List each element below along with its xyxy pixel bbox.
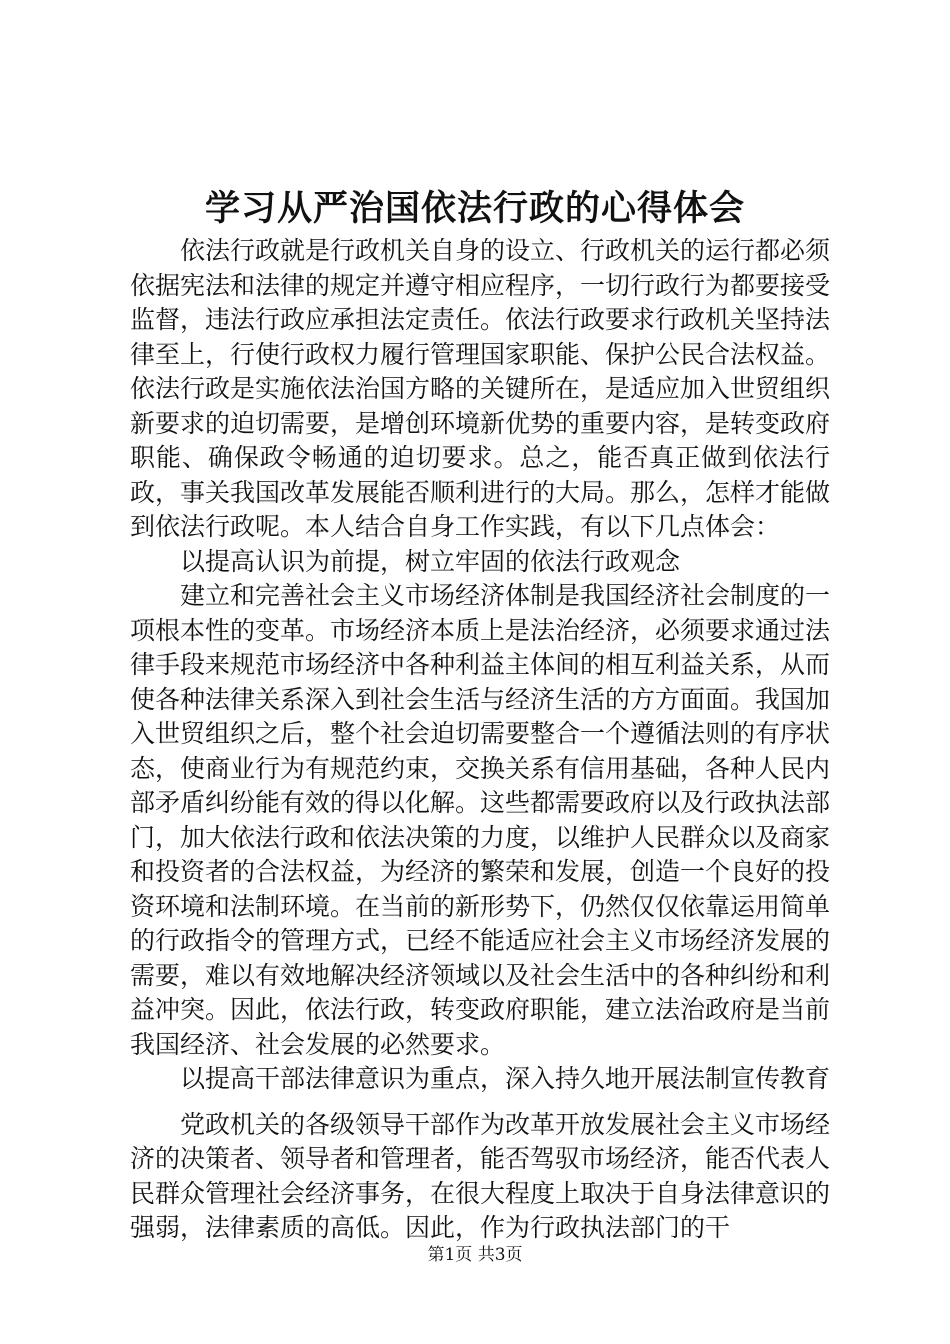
paragraph-section-2: 党政机关的各级领导干部作为改革开放发展社会主义市场经济的决策者、领导者和管理者，能否驾驭市场经济，能否代表人民群众管理社会经济事务，在很大程度上取决于自身法律意识的强弱，法律素质的高低。因此，作为行政执法部门的干 <box>130 1109 831 1242</box>
paragraph-intro: 依法行政就是行政机关自身的设立、行政机关的运行都必须依据宪法和法律的规定并遵守相应程序，一切行政行为都要接受监督，违法行政应承担法定责任。依法行政要求行政机关坚持法律至上，行使行政权力履行管理国家职能、保护公民合法权益。依法行政是实施依法治国方略的关键所在，是适应加入世贸组织新要求的迫切需要，是增创环境新优势的重要内容，是转变政府职能、确保政令畅通的迫切要求。总之，能否真正做到依法行政，事关我国改革发展能否顺利进行的大局。那么，怎样才能做到依法行政呢。本人结合自身工作实践，有以下几点体会： <box>130 236 831 541</box>
section-heading-1: 以提高认识为前提，树立牢固的依法行政观念 <box>180 546 681 576</box>
paragraph-section-1: 建立和完善社会主义市场经济体制是我国经济社会制度的一项根本性的变革。市场经济本质上是法治经济，必须要求通过法律手段来规范市场经济中各种利益主体间的相互利益关系，从而使各种法律关系深入到社会生活与经济生活的方方面面。我国加入世贸组织之后，整个社会迫切需要整合一个遵循法则的有序状态，使商业行为有规范约束，交换关系有信用基础，各种人民内部矛盾纠纷能有效的得以化解。这些都需要政府以及行政执法部门，加大依法行政和依法决策的力度，以维护人民群众以及商家和投资者的合法权益，为经济的繁荣和发展，创造一个良好的投资环境和法制环境。在当前的新形势下，仍然仅仅依靠运用简单的行政指令的管理方式，已经不能适应社会主义市场经济发展的需要，难以有效地解决经济领域以及社会生活中的各种纠纷和利益冲突。因此，依法行政，转变政府职能，建立法治政府是当前我国经济、社会发展的必然要求。 <box>130 581 831 1059</box>
page-footer: 第1页 共3页 <box>427 1245 523 1265</box>
document-body <box>130 234 830 1246</box>
section-heading-2: 以提高干部法律意识为重点，深入持久地开展法制宣传教育 <box>180 1064 831 1093</box>
document-title: 学习从严治国依法行政的心得体会 <box>204 188 745 229</box>
